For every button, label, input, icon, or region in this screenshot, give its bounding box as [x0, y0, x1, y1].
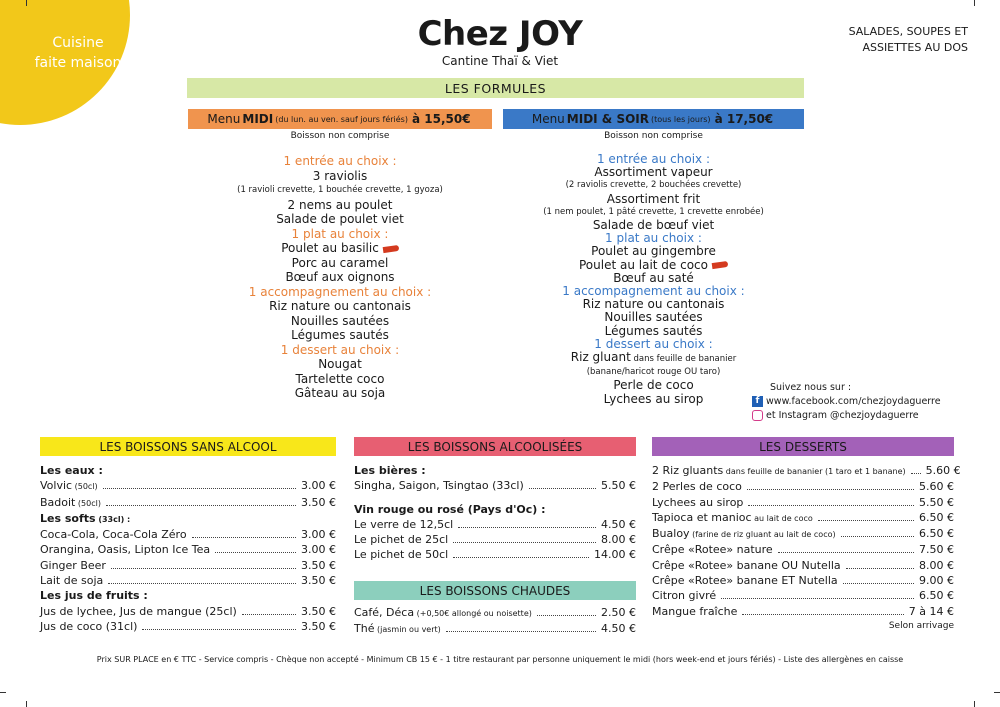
back-note-line1: SALADES, SOUPES ET — [848, 25, 968, 38]
price-row — [40, 573, 336, 588]
item-label: Bualoy — [652, 527, 690, 541]
menu-dish — [188, 256, 492, 271]
item-name — [354, 605, 532, 621]
crop-mark — [26, 701, 27, 707]
desserts-header: LES DESSERTS — [652, 437, 954, 456]
menu-midisoir-pre: Menu — [531, 112, 565, 126]
item-name — [40, 478, 98, 494]
item-price: 14.00 € — [594, 548, 636, 562]
menu-line-text: Lychees au sirop — [603, 391, 704, 406]
item-price: 7 à 14 € — [908, 604, 954, 618]
price-row — [652, 573, 954, 588]
dot-leader — [142, 629, 296, 630]
item-name — [354, 547, 448, 562]
item-detail: (jasmin ou vert) — [374, 625, 441, 635]
price-row — [652, 510, 954, 526]
menu-midi-price: à 15,50€ — [411, 112, 471, 126]
follow-us-label: Suivez nous sur : — [770, 382, 852, 393]
bieres-title: Les bières : — [354, 464, 426, 477]
instagram-icon — [752, 410, 763, 421]
vin-list — [354, 517, 636, 563]
item-price: 2.50 € — [601, 606, 636, 619]
price-row — [354, 478, 636, 493]
menu-line-text: 2 nems au poulet — [287, 197, 393, 212]
crop-mark — [974, 0, 975, 6]
item-price: 6.50 € — [919, 589, 954, 603]
menu-line-text: Tartelette coco — [295, 371, 385, 386]
item-price: 8.00 € — [601, 533, 636, 547]
item-price: 3.00 € — [301, 543, 336, 557]
menu-line-text: Nouilles sautées — [290, 313, 390, 328]
menu-dish — [188, 270, 492, 285]
item-price: 3.50 € — [301, 574, 336, 588]
dot-leader — [446, 631, 596, 632]
menu-line-text: 1 plat au choix : — [291, 226, 389, 241]
menu-line-text: Nougat — [318, 357, 362, 371]
dot-leader — [742, 614, 903, 615]
menu-category — [188, 227, 492, 242]
item-label: Tapioca et manioc — [652, 510, 752, 524]
softs-title-text: Les softs — [40, 511, 96, 525]
menu-line-text: Riz gluant — [570, 350, 631, 365]
menu-line-text: (1 nem poulet, 1 pâté crevette, 1 crevette enrobée) — [543, 206, 764, 217]
softs-list — [40, 527, 336, 588]
menu-dish — [188, 212, 492, 227]
item-name — [40, 542, 210, 557]
item-price: 7.50 € — [919, 543, 954, 557]
desserts-section — [652, 463, 961, 634]
menu-dish — [188, 314, 492, 329]
facebook-row[interactable] — [752, 395, 962, 409]
price-row — [652, 526, 954, 542]
dot-leader — [192, 537, 296, 538]
menu-line-text: Riz nature ou cantonais — [582, 297, 725, 312]
chaudes-header: LES BOISSONS CHAUDES — [354, 581, 636, 600]
dot-leader — [106, 505, 296, 506]
chaudes-section — [354, 605, 636, 638]
item-name — [354, 478, 524, 493]
item-price: 5.60 € — [919, 480, 954, 494]
item-name — [652, 604, 737, 619]
menu-line-text: (2 raviolis crevette, 2 bouchées crevette) — [565, 180, 742, 191]
dot-leader — [111, 568, 296, 569]
item-price: 3.50 € — [301, 495, 336, 509]
menu-midisoir-list — [503, 153, 804, 406]
item-name — [652, 542, 773, 557]
price-row — [652, 479, 954, 494]
dot-leader — [453, 557, 589, 558]
dot-leader — [215, 552, 296, 553]
menu-category — [188, 154, 492, 169]
dot-leader — [108, 583, 296, 584]
item-detail: au lait de coco — [751, 513, 813, 523]
menu-line-text: Salade de bœuf viet — [592, 218, 715, 233]
item-detail: (farine de riz gluant au lait de coco) — [689, 530, 836, 540]
eaux-title: Les eaux : — [40, 464, 103, 477]
menu-dish — [188, 198, 492, 213]
menu-line-text: Bœuf aux oignons — [285, 270, 395, 284]
dot-leader — [453, 542, 596, 543]
chaudes-list — [354, 605, 636, 638]
chili-icon — [382, 244, 399, 252]
item-name — [40, 604, 237, 619]
softs-title — [40, 511, 336, 527]
menu-midisoir-days: (tous les jours) — [651, 114, 711, 124]
item-detail: (50cl) — [75, 498, 101, 508]
menu-midi-days: (du lun. au ven. sauf jours fériés) — [275, 114, 408, 124]
price-row — [652, 558, 954, 573]
price-row — [40, 619, 336, 634]
menu-line-text: Poulet au basilic — [281, 241, 379, 255]
formules-header: LES FORMULES — [187, 78, 804, 98]
item-name — [354, 621, 441, 637]
dot-leader — [841, 536, 914, 537]
menu-line-suffix: dans feuille de bananier — [630, 354, 737, 365]
item-label: Crêpe «Rotee» nature — [652, 543, 773, 557]
price-row — [40, 542, 336, 557]
item-label: Café, Déca — [354, 606, 415, 619]
homemade-badge — [26, 33, 130, 73]
jus-list — [40, 604, 336, 635]
item-detail: (50cl) — [72, 482, 98, 492]
price-row — [354, 605, 636, 621]
item-price: 3.50 € — [301, 604, 336, 618]
item-name — [40, 619, 137, 634]
menu-line-text: Légumes sautés — [604, 323, 703, 338]
menu-midi-bold: MIDI — [242, 112, 274, 126]
dot-leader — [911, 473, 921, 474]
item-name — [354, 517, 453, 532]
menu-line-text: Salade de poulet viet — [276, 212, 404, 226]
price-row — [354, 517, 636, 532]
dot-leader — [242, 614, 296, 615]
menu-line-text: Poulet au lait de coco — [579, 257, 708, 272]
item-price: 3.50 € — [301, 619, 336, 633]
menu-dish — [188, 169, 492, 184]
item-label: Mangue fraîche — [652, 604, 738, 618]
sans-alcool-header: LES BOISSONS SANS ALCOOL — [40, 437, 336, 456]
item-name — [652, 573, 838, 588]
menu-midisoir-price: à 17,50€ — [714, 112, 774, 126]
alcool-header: LES BOISSONS ALCOOLISÉES — [354, 437, 636, 456]
item-price: 5.50 € — [601, 479, 636, 493]
item-price: 5.60 € — [925, 464, 961, 477]
menu-midi-list — [188, 154, 492, 401]
desserts-list — [652, 463, 961, 619]
dot-leader — [747, 489, 914, 490]
item-label: 2 Perles de coco — [652, 480, 742, 494]
item-label: Le pichet de 50cl — [354, 548, 449, 562]
desserts-note: Selon arrivage — [888, 620, 954, 631]
menu-line-text: Gâteau au soja — [294, 386, 386, 400]
item-label: Le verre de 12,5cl — [354, 517, 454, 531]
restaurant-subtitle: Cantine Thaï & Viet — [441, 54, 559, 68]
item-label: Crêpe «Rotee» banane ET Nutella — [652, 574, 838, 588]
menu-line-text: (banane/haricot rouge OU taro) — [586, 367, 721, 378]
price-row — [40, 495, 336, 511]
menu-line-text: 1 dessert au choix : — [280, 342, 400, 357]
item-name — [652, 510, 813, 526]
item-name — [652, 588, 716, 603]
menu-detail — [188, 183, 492, 198]
dot-leader — [818, 520, 914, 521]
price-row — [40, 558, 336, 573]
item-label: Citron givré — [652, 589, 717, 603]
price-row — [652, 463, 961, 479]
item-label: Coca-Cola, Coca-Cola Zéro — [40, 528, 187, 542]
back-page-note — [818, 24, 968, 56]
menu-category — [188, 343, 492, 358]
price-row — [40, 604, 336, 619]
item-label: Le pichet de 25cl — [354, 533, 449, 547]
item-label: Orangina, Oasis, Lipton Ice Tea — [40, 543, 211, 557]
item-label: Ginger Beer — [40, 558, 106, 572]
item-name — [652, 479, 742, 494]
item-label: Lychees au sirop — [652, 495, 744, 509]
item-name — [40, 558, 106, 573]
menu-line-text: Légumes sautés — [291, 328, 389, 342]
menu-line-text: Nouilles sautées — [604, 310, 703, 325]
menu-line-text: 1 accompagnement au choix : — [562, 284, 745, 299]
item-name — [40, 527, 187, 542]
item-price: 4.50 € — [601, 622, 636, 636]
crop-mark — [974, 701, 975, 707]
dot-leader — [778, 552, 914, 553]
menu-line-text: 1 entrée au choix : — [283, 154, 397, 168]
menu-line-text: 3 raviolis — [312, 168, 368, 183]
dot-leader — [846, 568, 914, 569]
bieres-list — [354, 478, 636, 493]
price-row — [652, 495, 954, 510]
item-price: 5.50 € — [919, 495, 954, 509]
price-row — [354, 547, 636, 562]
item-price: 3.00 € — [301, 479, 336, 493]
price-row — [40, 478, 336, 494]
sans-alcool-section — [40, 463, 336, 634]
instagram-link[interactable]: et Instagram @chezjoydaguerre — [766, 410, 919, 421]
menu-midisoir-note: Boisson non comprise — [604, 131, 703, 141]
price-row — [354, 621, 636, 637]
item-price: 6.50 € — [919, 527, 954, 541]
price-row — [354, 532, 636, 547]
alcool-section — [354, 463, 636, 563]
item-price: 4.50 € — [601, 517, 636, 531]
menu-line-text: 1 dessert au choix : — [594, 336, 713, 351]
item-label: Crêpe «Rotee» banane OU Nutella — [652, 558, 841, 572]
dot-leader — [721, 598, 914, 599]
menu-line-text: Assortiment frit — [606, 191, 701, 206]
facebook-icon: f — [752, 396, 763, 407]
menu-midisoir-bold: MIDI & SOIR — [566, 112, 649, 126]
menu-line-text: 1 accompagnement au choix : — [248, 284, 432, 299]
item-name — [40, 573, 103, 588]
badge-line2: faite maison — [34, 55, 122, 71]
item-name — [652, 558, 841, 573]
menu-line-text: Poulet au gingembre — [591, 244, 716, 259]
dot-leader — [529, 488, 596, 489]
item-name — [354, 532, 448, 547]
menu-dish — [188, 386, 492, 401]
dot-leader — [843, 583, 914, 584]
item-label: Jus de coco (31cl) — [40, 619, 138, 633]
vin-title: Vin rouge ou rosé (Pays d'Oc) : — [354, 502, 546, 516]
crop-mark — [994, 692, 1000, 693]
menu-midi-header — [188, 109, 492, 129]
item-detail: (+0,50€ allongé ou noisette) — [414, 609, 532, 618]
menu-dish — [503, 193, 804, 206]
social-block — [752, 381, 962, 423]
chili-icon — [712, 261, 729, 269]
restaurant-title: Chez JOY — [417, 14, 583, 54]
menu-line-text: Assortiment vapeur — [594, 165, 713, 180]
softs-volume: (33cl) : — [95, 514, 131, 524]
item-label: Lait de soja — [40, 574, 104, 588]
menu-midi-note: Boisson non comprise — [290, 131, 390, 141]
eaux-list — [40, 478, 336, 511]
crop-mark — [0, 692, 6, 693]
back-note-line2: ASSIETTES AU DOS — [862, 41, 968, 54]
jus-title: Les jus de fruits : — [40, 589, 148, 603]
item-label: Thé — [354, 622, 375, 636]
dot-leader — [748, 505, 914, 506]
badge-line1: Cuisine — [52, 35, 104, 51]
menu-category — [188, 285, 492, 300]
price-row — [652, 604, 954, 619]
dot-leader — [103, 488, 296, 489]
item-price: 8.00 € — [919, 558, 954, 572]
price-row — [652, 542, 954, 557]
menu-line-text: Bœuf au saté — [613, 270, 694, 285]
item-name — [652, 526, 836, 542]
menu-dish — [503, 166, 804, 179]
item-price: 3.00 € — [301, 528, 336, 542]
item-label: Volvic — [40, 479, 73, 493]
item-name — [652, 463, 906, 479]
item-label: 2 Riz gluants — [652, 464, 724, 477]
menu-dish — [503, 351, 804, 366]
item-label: Singha, Saigon, Tsingtao (33cl) — [354, 479, 524, 493]
menu-midisoir-header — [503, 109, 804, 129]
item-label: Badoit — [40, 495, 76, 509]
menu-dish — [188, 299, 492, 314]
menu-line-text: Porc au caramel — [291, 255, 389, 270]
menu-line-text: (1 ravioli crevette, 1 bouchée crevette, 1 gyoza) — [237, 185, 443, 195]
dot-leader — [458, 527, 596, 528]
item-name — [40, 495, 101, 511]
price-row — [652, 588, 954, 603]
menu-dish — [188, 357, 492, 372]
facebook-link[interactable]: www.facebook.com/chezjoydaguerre — [766, 396, 941, 407]
item-label: Jus de lychee, Jus de mangue (25cl) — [40, 604, 237, 618]
menu-line-text: Riz nature ou cantonais — [269, 299, 411, 313]
menu-midi-pre: Menu — [207, 112, 241, 126]
item-name — [652, 495, 743, 510]
crop-mark — [26, 0, 27, 6]
item-price: 9.00 € — [919, 574, 954, 588]
menu-line-text: 1 plat au choix : — [605, 231, 702, 246]
menu-line-text: 1 entrée au choix : — [596, 152, 710, 166]
menu-line-text: Perle de coco — [613, 378, 694, 393]
item-price: 3.50 € — [301, 558, 336, 572]
dot-leader — [537, 615, 596, 616]
instagram-row[interactable] — [752, 409, 962, 423]
item-detail: dans feuille de bananier (1 taro et 1 banane) — [723, 467, 906, 476]
footer-legal: Prix SUR PLACE en € TTC - Service compris - Chèque non accepté - Minimum CB 15 € - 1 titre restaurant par personne uniquement le midi (hors week-end et jours fériés) - Liste des allergènes en caisse — [96, 655, 904, 664]
item-price: 6.50 € — [919, 510, 954, 524]
menu-dish — [188, 372, 492, 387]
menu-dish — [188, 241, 492, 256]
menu-category — [503, 338, 804, 351]
price-row — [40, 527, 336, 542]
menu-dish — [188, 328, 492, 343]
